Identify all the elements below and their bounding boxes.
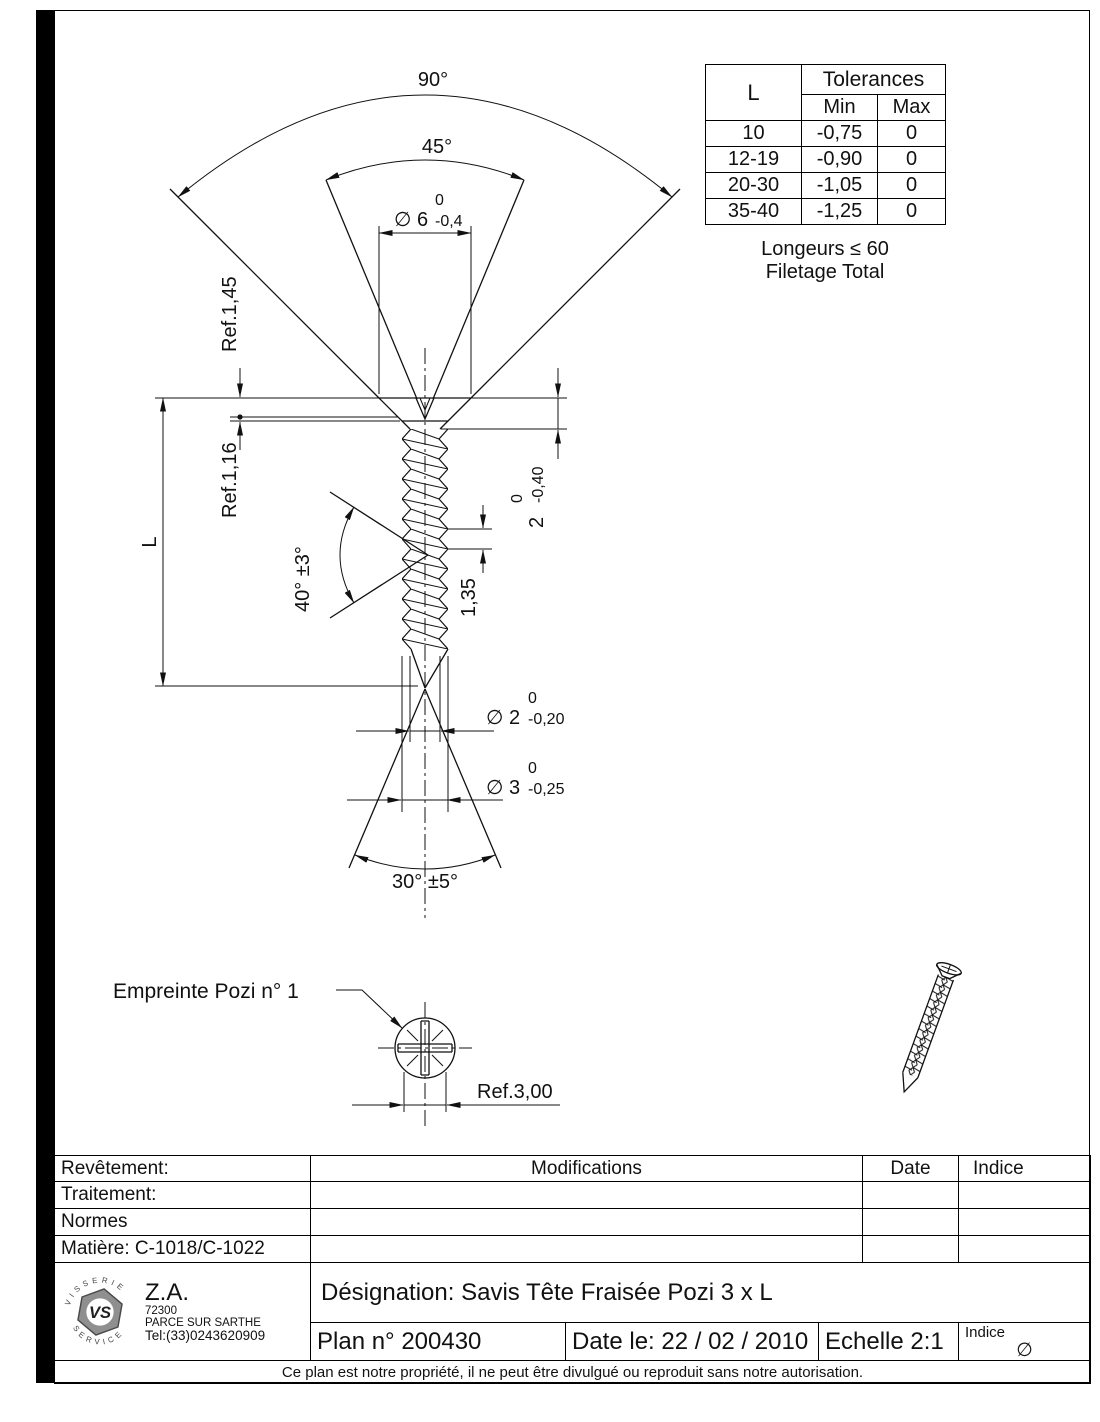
point-angle-label: 30° ±5° [392,871,458,893]
modifications-cell [311,1182,863,1209]
indice-bottom-cell [959,1323,1091,1361]
tolerances-table [705,64,946,225]
head-diameter-tol-top: 0 [435,192,444,209]
dim-head-refs [230,368,400,450]
head-height-value: 2 [526,516,548,528]
date-cell [863,1182,959,1209]
company-postal: 72300 [145,1304,177,1317]
recess-callout-leader [336,990,402,1028]
ref-head-label: Ref.1,45 [219,276,241,352]
indice-value: ∅ [1016,1340,1033,1361]
table-row [55,1209,1091,1236]
head-height-tol-bottom: -0,40 [530,466,547,503]
head-diameter-value: ∅ 6 [394,209,429,231]
thread-diameter-tol-bottom: -0,25 [528,781,565,798]
screw-outline [379,398,471,688]
tolerances-l-header: L [706,65,802,121]
revetement-label: Revêtement: [55,1156,311,1182]
cell-max: 0 [878,173,946,199]
modifications-cell [311,1209,863,1236]
head-height-tol-top: 0 [509,494,526,503]
head-angle-label: 90° [417,69,449,91]
cell-l-range: 20-30 [706,173,802,199]
table-row [706,121,946,147]
indice-header: Indice [959,1156,1091,1182]
table-row [55,1156,1091,1182]
date-header: Date [863,1156,959,1182]
company-city: PARCE SUR SARTHE [145,1317,261,1329]
core-diameter-tol-bottom: -0,20 [528,711,565,728]
thread-diameter-tol-top: 0 [528,760,537,777]
tolerances-title: Tolerances [802,65,946,95]
tolerances-note-line2: Filetage Total [765,261,885,283]
date-cell [863,1236,959,1263]
designation: Désignation: Savis Tête Fraisée Pozi 3 x L [311,1263,1091,1323]
logo-ring-top: VISSERIE [63,1274,128,1307]
table-row [706,147,946,173]
cell-min: -0,90 [802,147,878,173]
echelle: Echelle 2:1 [819,1323,959,1361]
indice-bottom-label: Indice [965,1324,1006,1341]
ref-recess-label: Ref.1,16 [219,442,241,518]
logo-ring-bottom: SERVICE [71,1323,127,1347]
disclaimer: Ce plan est notre propriété, il ne peut être divulgué ou reproduit sans notre autorisation. [55,1361,1091,1384]
cell-min: -0,75 [802,121,878,147]
modifications-header: Modifications [311,1156,863,1182]
tolerances-note-line1: Longeurs ≤ 60 [761,238,889,260]
dim-head-height [441,368,567,459]
cell-min: -1,05 [802,173,878,199]
cell-max: 0 [878,121,946,147]
company-tel: Tel:(33)0243620909 [145,1328,266,1344]
recess-callout-label: Empreinte Pozi n° 1 [113,980,299,1003]
recess-angle-label: 45° [421,136,453,158]
company-za: Z.A. [145,1278,190,1306]
dim-overall-length [155,398,418,686]
pitch-label: 1,35 [458,578,480,617]
traitement-label: Traitement: [55,1182,311,1209]
recess-diameter-label: Ref.3,00 [477,1081,553,1103]
head-diameter-tol-bottom: -0,4 [435,213,463,230]
length-label: L [139,536,161,548]
date-le: Date le: 22 / 02 / 2010 [566,1323,819,1361]
core-diameter-tol-top: 0 [528,690,537,707]
plan-number: Plan n° 200430 [311,1323,566,1361]
cell-min: -1,25 [802,199,878,225]
cell-max: 0 [878,147,946,173]
indice-cell [959,1236,1091,1263]
table-row [55,1263,1091,1323]
company-logo [61,1273,139,1351]
table-row [706,199,946,225]
company-block [55,1263,311,1361]
table-row [706,173,946,199]
thread-diameter-value: ∅ 3 [486,777,521,799]
modifications-cell [311,1236,863,1263]
tolerances-note [700,238,950,284]
logo-monogram: VS [88,1302,112,1322]
date-cell [863,1209,959,1236]
thread-angle-label: 40° ±3° [292,546,314,612]
dim-pitch [448,505,492,573]
indice-cell [959,1182,1091,1209]
tolerances-min-header: Min [802,95,878,121]
cell-l-range: 10 [706,121,802,147]
cell-l-range: 12-19 [706,147,802,173]
title-block [54,1155,1091,1384]
core-diameter-value: ∅ 2 [486,707,521,729]
indice-cell [959,1209,1091,1236]
cell-max: 0 [878,199,946,225]
table-row [55,1361,1091,1384]
table-row [55,1182,1091,1209]
matiere-label: Matière: C-1018/C-1022 [55,1236,311,1263]
tolerances-max-header: Max [878,95,946,121]
normes-label: Normes [55,1209,311,1236]
table-row [706,65,946,95]
cell-l-range: 35-40 [706,199,802,225]
screw-pictorial [892,960,963,1096]
table-row [55,1236,1091,1263]
